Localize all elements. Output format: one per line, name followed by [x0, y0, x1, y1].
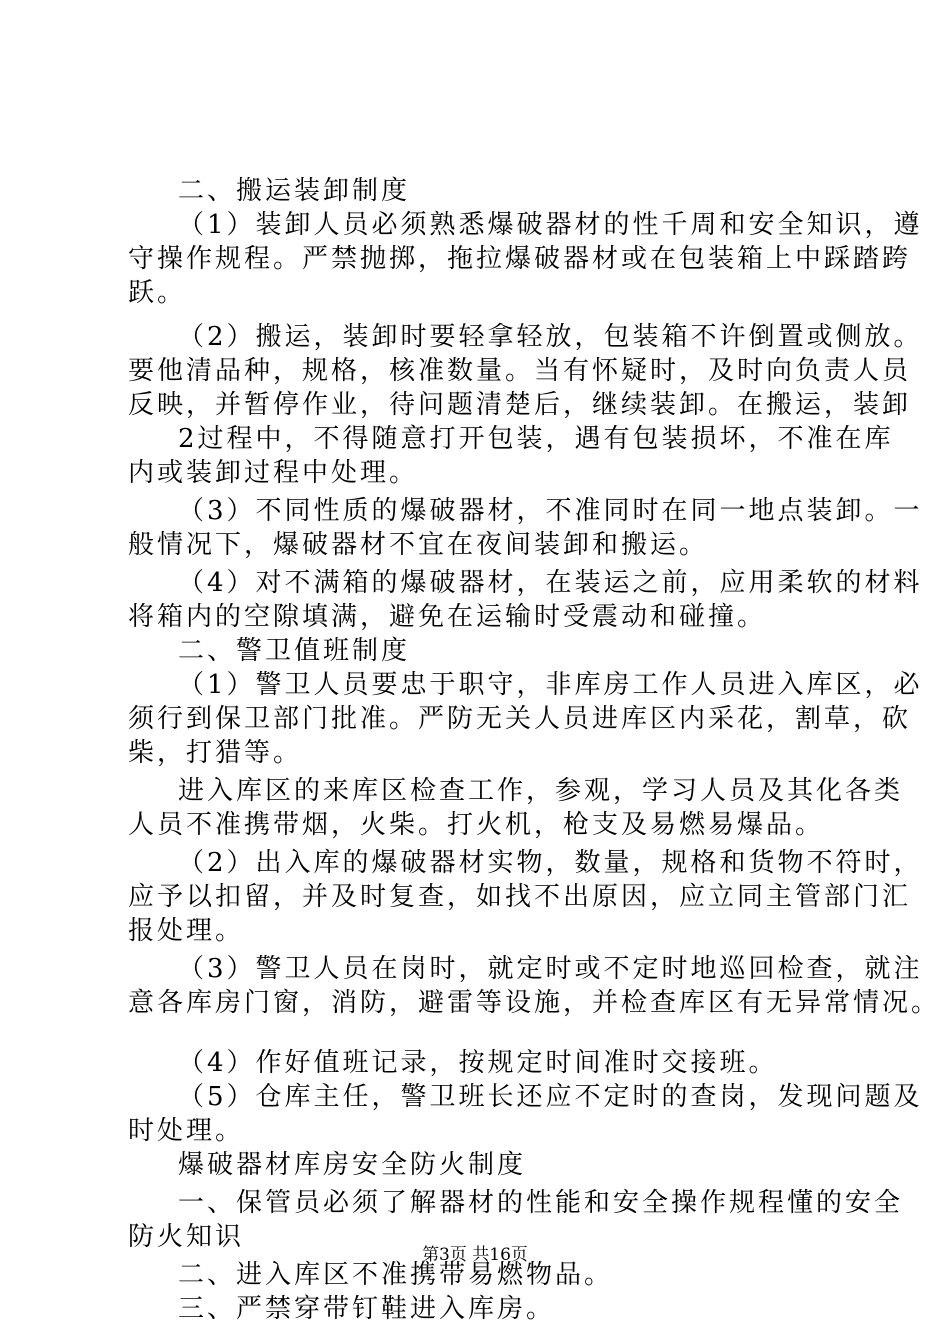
section-heading: 二、警卫值班制度 — [178, 636, 411, 666]
paragraph-line: （4）对不满箱的爆破器材，在装运之前，应用柔软的材料 — [178, 568, 923, 598]
paragraph-line: 一、保管员必须了解器材的性能和安全操作规程懂的安全 — [178, 1188, 904, 1218]
paragraph-line: 要他清品种，规格，核准数量。当有怀疑时，及时向负责人员 — [128, 356, 912, 386]
section-heading: 爆破器材库房安全防火制度 — [178, 1150, 527, 1180]
paragraph-line: 将箱内的空隙填满，避免在运输时受震动和碰撞。 — [128, 602, 767, 632]
paragraph-line: （4）作好值班记录，按规定时间准时交接班。 — [178, 1048, 778, 1078]
page-number: 第3页 共16页 — [422, 1245, 528, 1265]
paragraph-line: （3）不同性质的爆破器材，不准同时在同一地点装卸。一 — [178, 496, 923, 526]
section-heading: 二、搬运装卸制度 — [178, 176, 411, 206]
paragraph-line: 般情况下，爆破器材不宜在夜间装卸和搬运。 — [128, 530, 709, 560]
paragraph-line: （1）警卫人员要忠于职守，非库房工作人员进入库区，必 — [178, 670, 923, 700]
paragraph-line: 二、进入库区不准携带易燃物品。 — [178, 1260, 614, 1290]
paragraph-line: 跃。 — [128, 278, 187, 308]
paragraph-line: 须行到保卫部门批准。严防无关人员进库区内采花，割草，砍 — [128, 704, 912, 734]
paragraph-line: 报处理。 — [128, 916, 245, 946]
paragraph-line: 人员不准携带烟，火柴。打火机，枪支及易燃易爆品。 — [128, 810, 825, 840]
paragraph-line: 内或装卸过程中处理。 — [128, 458, 419, 488]
paragraph-line: 时处理。 — [128, 1116, 245, 1146]
paragraph-line: （1）装卸人员必须熟悉爆破器材的性千周和安全知识，遵 — [178, 210, 923, 240]
paragraph-line: （2）出入库的爆破器材实物，数量，规格和货物不符时， — [178, 848, 923, 878]
paragraph-line: 进入库区的来库区检查工作，参观，学习人员及其化各类 — [178, 776, 904, 806]
paragraph-line: 三、严禁穿带钉鞋进入库房。 — [178, 1294, 556, 1324]
paragraph-line: 反映，并暂停作业，待问题清楚后，继续装卸。在搬运，装卸 — [128, 390, 912, 420]
paragraph-line: 防火知识 — [128, 1222, 245, 1252]
paragraph-line: （5）仓库主任，警卫班长还应不定时的查岗，发现问题及 — [178, 1082, 923, 1112]
paragraph-line: 2过程中，不得随意打开包装，遇有包装损坏，不准在库 — [178, 424, 894, 454]
paragraph-line: （2）搬运，装卸时要轻拿轻放，包装箱不许倒置或侧放。 — [178, 322, 923, 352]
paragraph-line: 意各库房门窗，消防，避雷等设施，并检查库区有无异常情况。 — [128, 988, 941, 1018]
paragraph-line: 柴，打猎等。 — [128, 738, 303, 768]
paragraph-line: （3）警卫人员在岗时，就定时或不定时地巡回检查，就注 — [178, 954, 923, 984]
paragraph-line: 守操作规程。严禁抛掷，拖拉爆破器材或在包装箱上中踩踏跨 — [128, 244, 912, 274]
paragraph-line: 应予以扣留，并及时复查，如找不出原因，应立同主管部门汇 — [128, 882, 912, 912]
